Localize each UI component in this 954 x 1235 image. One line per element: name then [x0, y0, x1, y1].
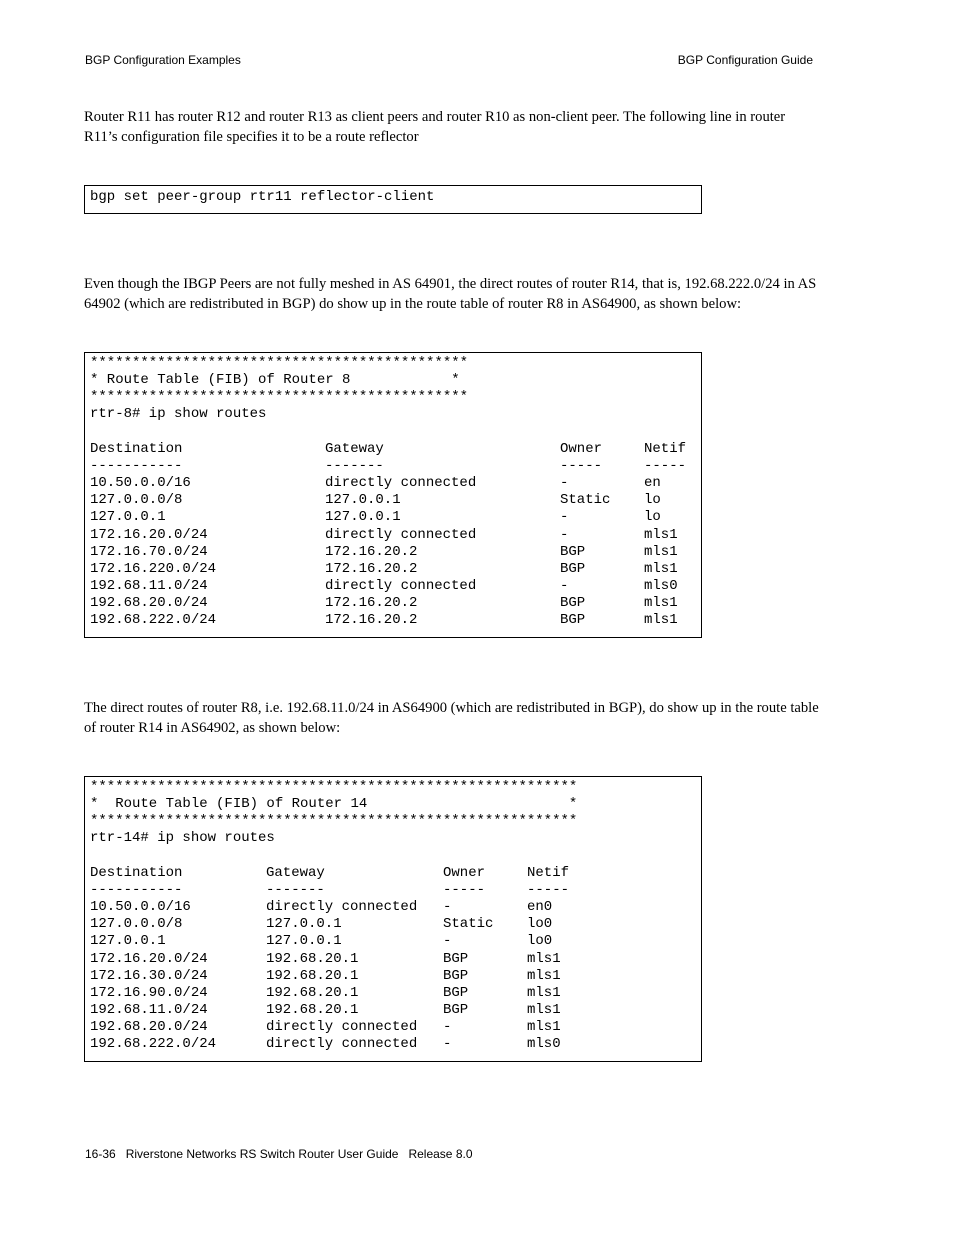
table-cell: 172.16.90.0/24 — [90, 984, 208, 1001]
table-row — [90, 899, 701, 916]
table-row — [90, 985, 701, 1002]
table-cell: BGP — [560, 560, 586, 577]
table-cell: 127.0.0.1 — [325, 492, 401, 509]
table-cell: ------- — [266, 881, 325, 898]
banner-bottom: ********************************************************** — [90, 813, 578, 830]
table-cell: 192.68.20.0/24 — [90, 595, 208, 612]
table-cell: Gateway — [266, 864, 325, 881]
table-cell: Netif — [644, 440, 687, 457]
table-cell: 192.68.20.0/24 — [90, 1019, 208, 1036]
command-prompt: rtr-8# ip show routes — [90, 406, 267, 423]
table-cell: en0 — [527, 899, 553, 916]
table-cell: 172.16.20.2 — [325, 595, 418, 612]
table-cell: 127.0.0.1 — [266, 916, 342, 933]
banner-bottom: ********************************************* — [90, 389, 469, 406]
table-row — [90, 933, 701, 950]
table-header-row — [90, 441, 701, 458]
table-cell: - — [443, 899, 452, 916]
table-cell: 192.68.222.0/24 — [90, 1036, 217, 1053]
table-cell: mls1 — [644, 595, 678, 612]
table-cell: directly connected — [325, 526, 477, 543]
table-row — [90, 561, 701, 578]
table-cell: Destination — [90, 440, 183, 457]
route-table-router-14 — [84, 776, 702, 1062]
table-row — [90, 1002, 701, 1019]
page-footer: 16-36 Riverstone Networks RS Switch Router User Guide Release 8.0 — [85, 1147, 473, 1161]
table-row — [90, 612, 701, 629]
table-cell: BGP — [560, 543, 586, 560]
table-cell: 192.68.20.1 — [266, 967, 359, 984]
table-row — [90, 916, 701, 933]
table-cell: 127.0.0.1 — [325, 509, 401, 526]
table-cell: 127.0.0.1 — [90, 509, 166, 526]
table-cell: - — [443, 1036, 452, 1053]
table-cell: Gateway — [325, 440, 384, 457]
route-table-router-8 — [84, 352, 702, 638]
table-cell: 192.68.20.1 — [266, 950, 359, 967]
table-cell: 127.0.0.0/8 — [90, 492, 183, 509]
table-cell: 192.68.20.1 — [266, 984, 359, 1001]
table-cell: BGP — [560, 612, 586, 629]
table-cell: 192.68.11.0/24 — [90, 577, 208, 594]
table-cell: ----- — [560, 457, 603, 474]
table-cell: Owner — [443, 864, 486, 881]
table-row — [90, 492, 701, 509]
table-row — [90, 544, 701, 561]
table-cell: mls1 — [527, 1019, 561, 1036]
table-cell: lo — [644, 509, 661, 526]
table-cell: mls1 — [644, 543, 678, 560]
table-cell: Static — [560, 492, 611, 509]
banner-title: * Route Table (FIB) of Router 8 * — [90, 372, 460, 389]
table-cell: mls1 — [527, 984, 561, 1001]
table-cell: - — [560, 475, 569, 492]
table-cell: Owner — [560, 440, 603, 457]
command-line: bgp set peer-group rtr11 reflector-client — [90, 189, 435, 205]
table-cell: lo — [644, 492, 661, 509]
table-cell: ----------- — [90, 881, 183, 898]
table-row — [90, 1019, 701, 1036]
table-cell: ----------- — [90, 457, 183, 474]
table-row — [90, 527, 701, 544]
table-cell: ----- — [443, 881, 486, 898]
paragraph-direct-routes: The direct routes of router R8, i.e. 192.68.11.0/24 in AS64900 (which are redistributed in BGP), do show up in the route table of router R14 in AS64902, as shown below: — [84, 700, 819, 736]
table-cell: mls1 — [527, 1001, 561, 1018]
command-prompt: rtr-14# ip show routes — [90, 830, 275, 847]
table-cell: lo0 — [527, 916, 553, 933]
table-cell: mls1 — [527, 967, 561, 984]
table-cell: directly connected — [266, 1019, 418, 1036]
table-cell: 172.16.20.2 — [325, 543, 418, 560]
running-header-section: BGP Configuration Examples — [85, 53, 241, 67]
table-cell: BGP — [443, 967, 469, 984]
table-cell: 127.0.0.1 — [266, 933, 342, 950]
table-cell: Destination — [90, 864, 183, 881]
table-cell: BGP — [560, 595, 586, 612]
table-cell: 127.0.0.0/8 — [90, 916, 183, 933]
table-cell: 172.16.20.0/24 — [90, 950, 208, 967]
banner-title: * Route Table (FIB) of Router 14 * — [90, 796, 578, 813]
table-cell: 172.16.20.2 — [325, 560, 418, 577]
table-cell: 10.50.0.0/16 — [90, 475, 191, 492]
table-row — [90, 475, 701, 492]
table-separator-row — [90, 882, 701, 899]
table-cell: en — [644, 475, 661, 492]
table-cell: 192.68.20.1 — [266, 1001, 359, 1018]
table-cell: - — [443, 1019, 452, 1036]
table-row — [90, 509, 701, 526]
table-cell: lo0 — [527, 933, 553, 950]
table-row — [90, 968, 701, 985]
table-header-row — [90, 865, 701, 882]
running-header-guide: BGP Configuration Guide — [677, 53, 813, 67]
table-cell: - — [443, 933, 452, 950]
table-cell: ------- — [325, 457, 384, 474]
table-row — [90, 578, 701, 595]
table-cell: - — [560, 526, 569, 543]
table-cell: mls0 — [644, 577, 678, 594]
table-cell: mls1 — [644, 526, 678, 543]
table-cell: 127.0.0.1 — [90, 933, 166, 950]
table-cell: Static — [443, 916, 494, 933]
table-cell: 192.68.222.0/24 — [90, 612, 217, 629]
table-cell: 172.16.70.0/24 — [90, 543, 208, 560]
table-cell: mls1 — [527, 950, 561, 967]
paragraph-ibgp-peers: Even though the IBGP Peers are not fully meshed in AS 64901, the direct routes of router R14, that is, 192.68.222.0/24 in AS 64902 (which are redistributed in BGP) do show up in the route table of router R8 in AS64900, as shown below: — [84, 276, 817, 312]
table-cell: 172.16.20.0/24 — [90, 526, 208, 543]
table-cell: BGP — [443, 984, 469, 1001]
table-row — [90, 951, 701, 968]
table-cell: 192.68.11.0/24 — [90, 1001, 208, 1018]
table-row — [90, 595, 701, 612]
table-cell: ----- — [527, 881, 570, 898]
table-cell: 172.16.20.2 — [325, 612, 418, 629]
table-cell: mls0 — [527, 1036, 561, 1053]
banner-top: ********************************************************** — [90, 779, 578, 795]
command-box — [84, 185, 702, 214]
banner-top: ********************************************* — [90, 355, 469, 371]
table-separator-row — [90, 458, 701, 475]
table-row — [90, 1036, 701, 1053]
table-cell: directly connected — [266, 1036, 418, 1053]
table-cell: directly connected — [325, 577, 477, 594]
table-cell: - — [560, 509, 569, 526]
table-cell: 172.16.220.0/24 — [90, 560, 217, 577]
table-cell: ----- — [644, 457, 687, 474]
table-cell: mls1 — [644, 612, 678, 629]
table-cell: Netif — [527, 864, 570, 881]
table-cell: directly connected — [325, 475, 477, 492]
table-cell: mls1 — [644, 560, 678, 577]
table-cell: directly connected — [266, 899, 418, 916]
table-cell: BGP — [443, 1001, 469, 1018]
table-cell: - — [560, 577, 569, 594]
table-cell: BGP — [443, 950, 469, 967]
paragraph-route-reflector: Router R11 has router R12 and router R13 as client peers and router R10 as non-client peer. The following line in router R11’s configuration file specifies it to be a route reflector — [84, 109, 786, 145]
table-cell: 172.16.30.0/24 — [90, 967, 208, 984]
table-cell: 10.50.0.0/16 — [90, 899, 191, 916]
